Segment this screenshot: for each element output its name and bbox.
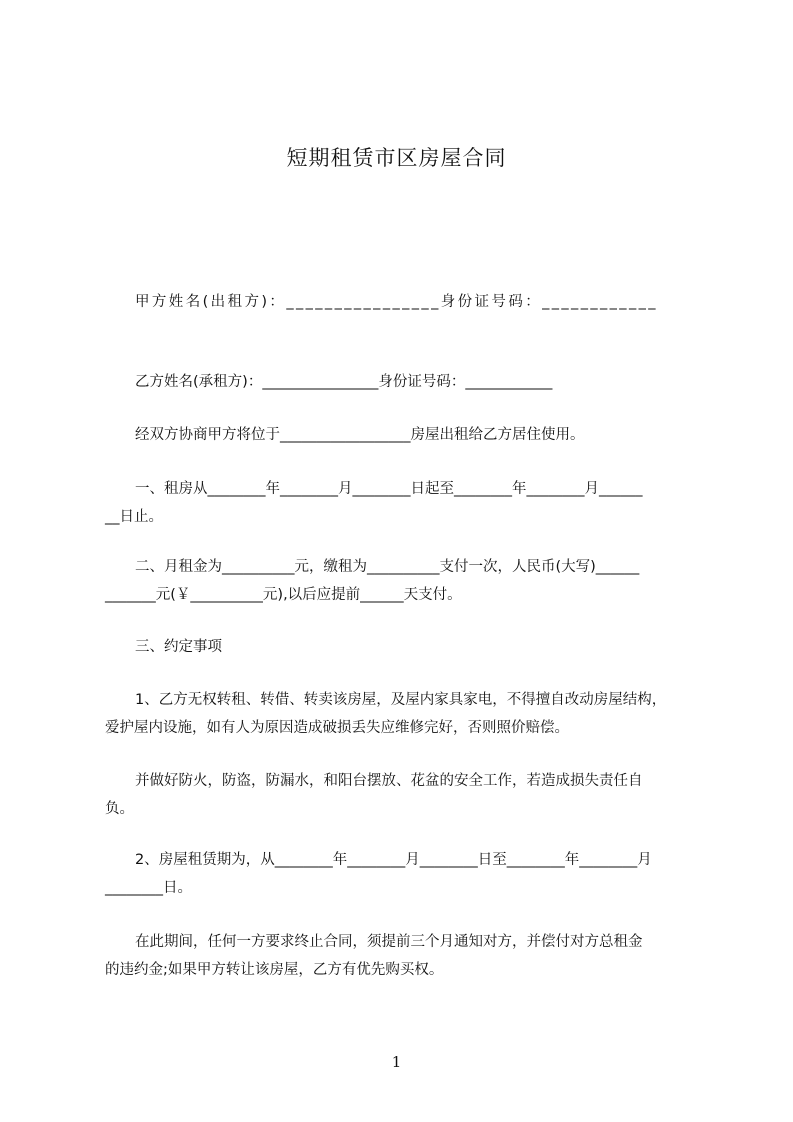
item-1b-line-1: 并做好防火，防盗，防漏水，和阳台摆放、花盆的安全工作，若造成损失责任自 [135,773,643,789]
item-2-line-2: ________日。 [105,880,192,896]
clause-1-line-2: __日止。 [105,509,163,525]
party-b-line: 乙方姓名(承租方)：________________身份证号码：____________ [135,374,553,390]
page-number: 1 [391,1053,402,1071]
clause-1-line-1: 一、租房从________年________月________日起至________年________月______ [135,481,643,497]
item-1b-line-2: 负。 [105,801,134,817]
item-2b-line-2: 的违约金;如果甲方转让该房屋，乙方有优先购买权。 [105,962,444,978]
clause-2-line-2: _______元(￥__________元),以后应提前______天支付。 [105,587,462,603]
item-1-line-2: 爱护屋内设施，如有人为原因造成破损丢失应维修完好，否则照价赔偿。 [105,720,569,736]
item-1-line-1: 1、乙方无权转租、转借、转卖该房屋，及屋内家具家电，不得擅自改动房屋结构， [135,692,667,708]
item-2-line-1: 2、房屋租赁期为，从________年________月________日至________年________月 [135,852,652,868]
document-title: 短期租赁市区房屋合同 [286,146,507,170]
clause-2-line-1: 二、月租金为__________元，缴租为__________支付一次，人民币(大写)______ [135,559,640,575]
section-3-heading: 三、约定事项 [135,639,222,655]
agreement-line: 经双方协商甲方将位于__________________房屋出租给乙方居住使用。 [135,427,585,443]
item-2b-line-1: 在此期间，任何一方要求终止合同，须提前三个月通知对方，并偿付对方总租金 [135,934,643,950]
party-a-line: 甲方姓名(出租方)：________________身份证号码：____________ [135,294,658,310]
